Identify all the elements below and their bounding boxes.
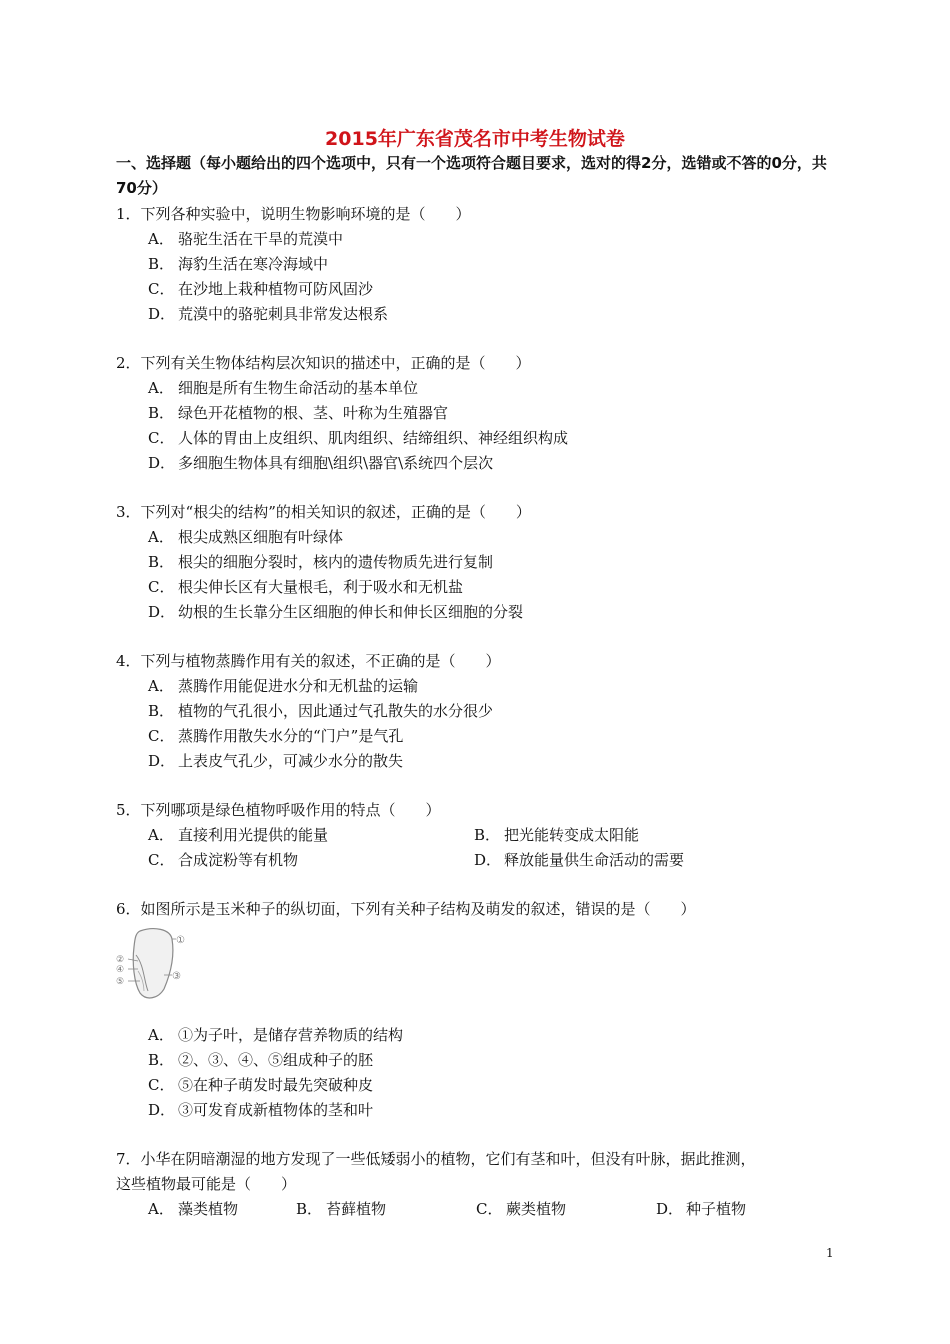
question-2-stem: 2．下列有关生物体结构层次知识的描述中，正确的是（ ） — [116, 354, 531, 372]
q1-option-c[interactable]: C． 在沙地上栽种植物可防风固沙 — [148, 280, 374, 298]
q4-option-a[interactable]: A． 蒸腾作用能促进水分和无机盐的运输 — [148, 677, 419, 695]
question-4-stem: 4．下列与植物蒸腾作用有关的叙述，不正确的是（ ） — [116, 652, 501, 670]
q3-option-a[interactable]: A． 根尖成熟区细胞有叶绿体 — [148, 528, 344, 546]
figure-label-5: ⑤ — [116, 977, 125, 987]
figure-label-3: ③ — [172, 971, 181, 982]
section-heading: 一、选择题（每小题给出的四个选项中，只有一个选项符合题目要求，选对的得2分，选错或不答的0分，共70分） — [116, 154, 827, 197]
q6-option-a[interactable]: A． ①为子叶，是储存营养物质的结构 — [148, 1026, 404, 1044]
corn-seed-diagram-icon — [114, 925, 194, 1003]
question-7-stem-continued: 这些植物最可能是（ ） — [116, 1175, 297, 1193]
figure-label-1: ① — [176, 935, 185, 946]
figure-label-4: ④ — [116, 965, 125, 975]
q4-option-d[interactable]: D． 上表皮气孔少，可减少水分的散失 — [148, 752, 404, 770]
q3-option-b[interactable]: B． 根尖的细胞分裂时，核内的遗传物质先进行复制 — [148, 553, 494, 571]
q5-option-a[interactable]: A． 直接利用光提供的能量 — [148, 826, 329, 844]
q7-option-c[interactable]: C． 蕨类植物 — [476, 1200, 567, 1218]
q1-option-b[interactable]: B． 海豹生活在寒冷海域中 — [148, 255, 329, 273]
q7-option-b[interactable]: B． 苔藓植物 — [296, 1200, 387, 1218]
figure-label-2: ② — [116, 955, 125, 965]
q4-option-b[interactable]: B． 植物的气孔很小，因此通过气孔散失的水分很少 — [148, 702, 494, 720]
q6-option-c[interactable]: C． ⑤在种子萌发时最先突破种皮 — [148, 1076, 374, 1094]
question-6-stem: 6．如图所示是玉米种子的纵切面，下列有关种子结构及萌发的叙述，错误的是（ ） — [116, 900, 696, 918]
q2-option-a[interactable]: A． 细胞是所有生物生命活动的基本单位 — [148, 379, 419, 397]
q6-option-b[interactable]: B． ②、③、④、⑤组成种子的胚 — [148, 1051, 374, 1069]
q5-option-d[interactable]: D． 释放能量供生命活动的需要 — [474, 851, 685, 869]
question-7-stem: 7．小华在阴暗潮湿的地方发现了一些低矮弱小的植物，它们有茎和叶，但没有叶脉，据此推测， — [116, 1150, 756, 1168]
q7-option-a[interactable]: A． 藻类植物 — [148, 1200, 239, 1218]
q6-option-d[interactable]: D． ③可发育成新植物体的茎和叶 — [148, 1101, 374, 1119]
q1-option-d[interactable]: D． 荒漠中的骆驼刺具非常发达根系 — [148, 305, 389, 323]
q1-option-a[interactable]: A． 骆驼生活在干旱的荒漠中 — [148, 230, 344, 248]
q2-option-c[interactable]: C． 人体的胃由上皮组织、肌肉组织、结缔组织、神经组织构成 — [148, 429, 569, 447]
question-1-stem: 1．下列各种实验中，说明生物影响环境的是（ ） — [116, 205, 471, 223]
question-3-stem: 3．下列对“根尖的结构”的相关知识的叙述，正确的是（ ） — [116, 503, 531, 521]
q2-option-d[interactable]: D． 多细胞生物体具有细胞\组织\器官\系统四个层次 — [148, 454, 494, 472]
page-number: 1 — [826, 1246, 834, 1260]
q3-option-c[interactable]: C． 根尖伸长区有大量根毛，利于吸水和无机盐 — [148, 578, 464, 596]
q4-option-c[interactable]: C． 蒸腾作用散失水分的“门户”是气孔 — [148, 727, 404, 745]
question-5-stem: 5．下列哪项是绿色植物呼吸作用的特点（ ） — [116, 801, 441, 819]
exam-title: 2015年广东省茂名市中考生物试卷 — [325, 128, 625, 150]
q2-option-b[interactable]: B． 绿色开花植物的根、茎、叶称为生殖器官 — [148, 404, 449, 422]
q3-option-d[interactable]: D． 幼根的生长靠分生区细胞的伸长和伸长区细胞的分裂 — [148, 603, 524, 621]
q5-option-b[interactable]: B． 把光能转变成太阳能 — [474, 826, 640, 844]
q7-option-d[interactable]: D． 种子植物 — [656, 1200, 747, 1218]
q5-option-c[interactable]: C． 合成淀粉等有机物 — [148, 851, 299, 869]
